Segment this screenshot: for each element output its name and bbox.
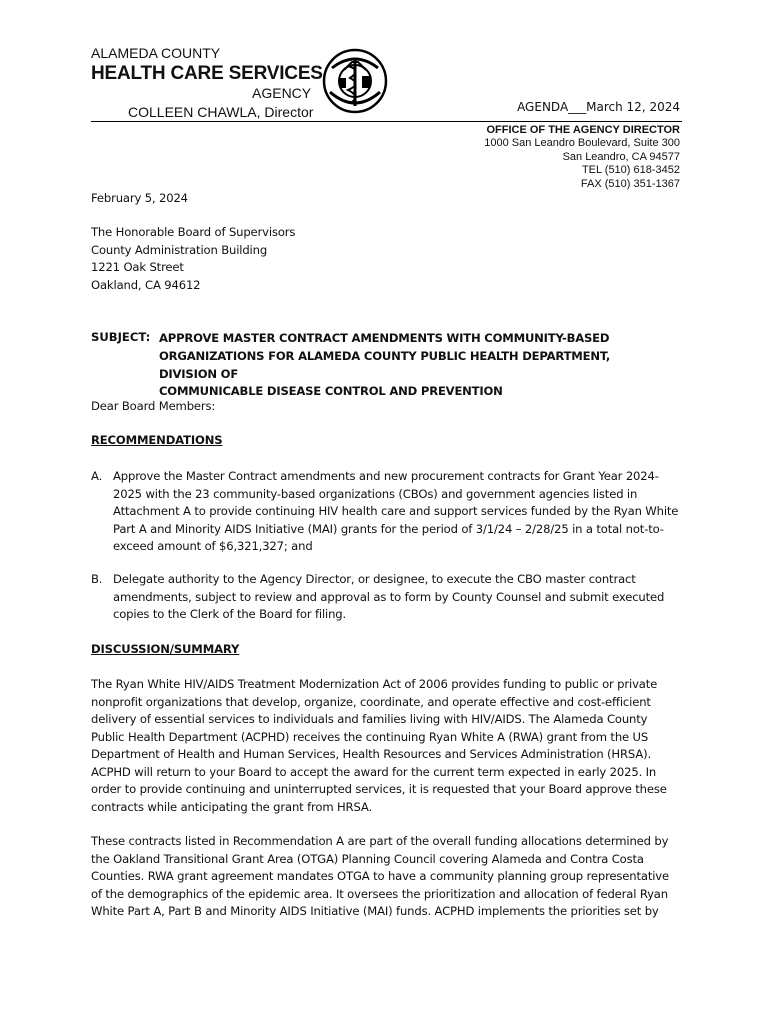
discussion-heading: DISCUSSION/SUMMARY: [91, 642, 240, 656]
recommendation-letter: B.: [91, 572, 103, 586]
recommendations-heading: RECOMMENDATIONS: [91, 433, 223, 447]
office-address-block: [484, 124, 680, 191]
header-divider: [91, 121, 682, 122]
recommendation-item: [91, 468, 683, 556]
office-address-line-1: 1000 San Leandro Boulevard, Suite 300: [484, 137, 680, 150]
office-title: OFFICE OF THE AGENCY DIRECTOR: [486, 124, 680, 136]
office-fax: FAX (510) 351-1367: [580, 177, 680, 190]
subject-line: ORGANIZATIONS FOR ALAMEDA COUNTY PUBLIC HEALTH DEPARTMENT, DIVISION OF: [159, 348, 611, 381]
salutation: Dear Board Members:: [91, 399, 216, 413]
subject-line: APPROVE MASTER CONTRACT AMENDMENTS WITH COMMUNITY-BASED: [159, 331, 610, 345]
agenda-date: AGENDA___March 12, 2024: [517, 100, 680, 114]
department-name: HEALTH CARE SERVICES: [91, 63, 323, 84]
subject-text: [159, 330, 669, 401]
discussion-paragraph-2: These contracts listed in Recommendation A are part of the overall funding allocations determined by the Oakland Transitional Grant Area (OTGA) Planning Council covering Alameda and Contra Costa Counties. RWA grant agreement mandates OTGA to have a community planning group representative of the demographics of the epidemic area. It oversees the prioritization and allocation of federal Ryan White Part A, Part B and Minority AIDS Initiative (MAI) funds. ACPHD implements the priorities set by: [91, 834, 669, 918]
subject-line: COMMUNICABLE DISEASE CONTROL AND PREVENTION: [159, 384, 503, 399]
recommendation-item: [91, 571, 683, 624]
recipient-line: County Administration Building: [91, 242, 268, 257]
recipient-line: 1221 Oak Street: [91, 260, 184, 274]
subject-label: SUBJECT:: [91, 330, 151, 344]
director-name: COLLEEN CHAWLA, Director: [128, 104, 314, 120]
recommendation-text: Approve the Master Contract amendments and new procurement contracts for Grant Year 2024-2025 with the 23 community-based organizations (CBOs) and government agencies listed in Attachment A to provide continuing HIV health care and support services funded by the Ryan White Part A and Minority AIDS Initiative (MAI) grants for the period of 3/1/24 – 2/28/25 in a total not-to-exceed amount of $6,321,327; and: [113, 469, 679, 553]
letter-date: February 5, 2024: [91, 191, 188, 205]
office-telephone: TEL (510) 618-3452: [581, 164, 680, 177]
discussion-paragraph-1: The Ryan White HIV/AIDS Treatment Modernization Act of 2006 provides funding to public or private nonprofit organizations that develop, organize, coordinate, and operate effective and cost-efficient delivery of essential services to individuals and families living with HIV/AIDS. The Alameda County Public Health Department (ACPHD) receives the continuing Ryan White A (RWA) grant from the US Department of Health and Human Services, Health Resources and Services Administration (HRSA). ACPHD will return to your Board to accept the award for the current term expected in early 2025. In order to provide continuing and uninterrupted services, it is requested that your Board approve these contracts while anticipating the grant from HRSA.: [91, 677, 667, 814]
recipient-line: The Honorable Board of Supervisors: [91, 225, 296, 239]
office-address-line-2: San Leandro, CA 94577: [562, 150, 680, 163]
recommendation-letter: A.: [91, 469, 103, 483]
recipient-address: [91, 224, 295, 294]
agency-label: AGENCY: [252, 85, 312, 101]
county-name: ALAMEDA COUNTY: [91, 45, 221, 61]
recommendation-text: Delegate authority to the Agency Director, or designee, to execute the CBO master contract amendments, subject to review and approval as to form by County Counsel and submit executed copies to the Clerk of the Board for filing.: [113, 572, 665, 621]
county-seal-icon: [322, 48, 388, 114]
recipient-line: Oakland, CA 94612: [91, 277, 201, 292]
